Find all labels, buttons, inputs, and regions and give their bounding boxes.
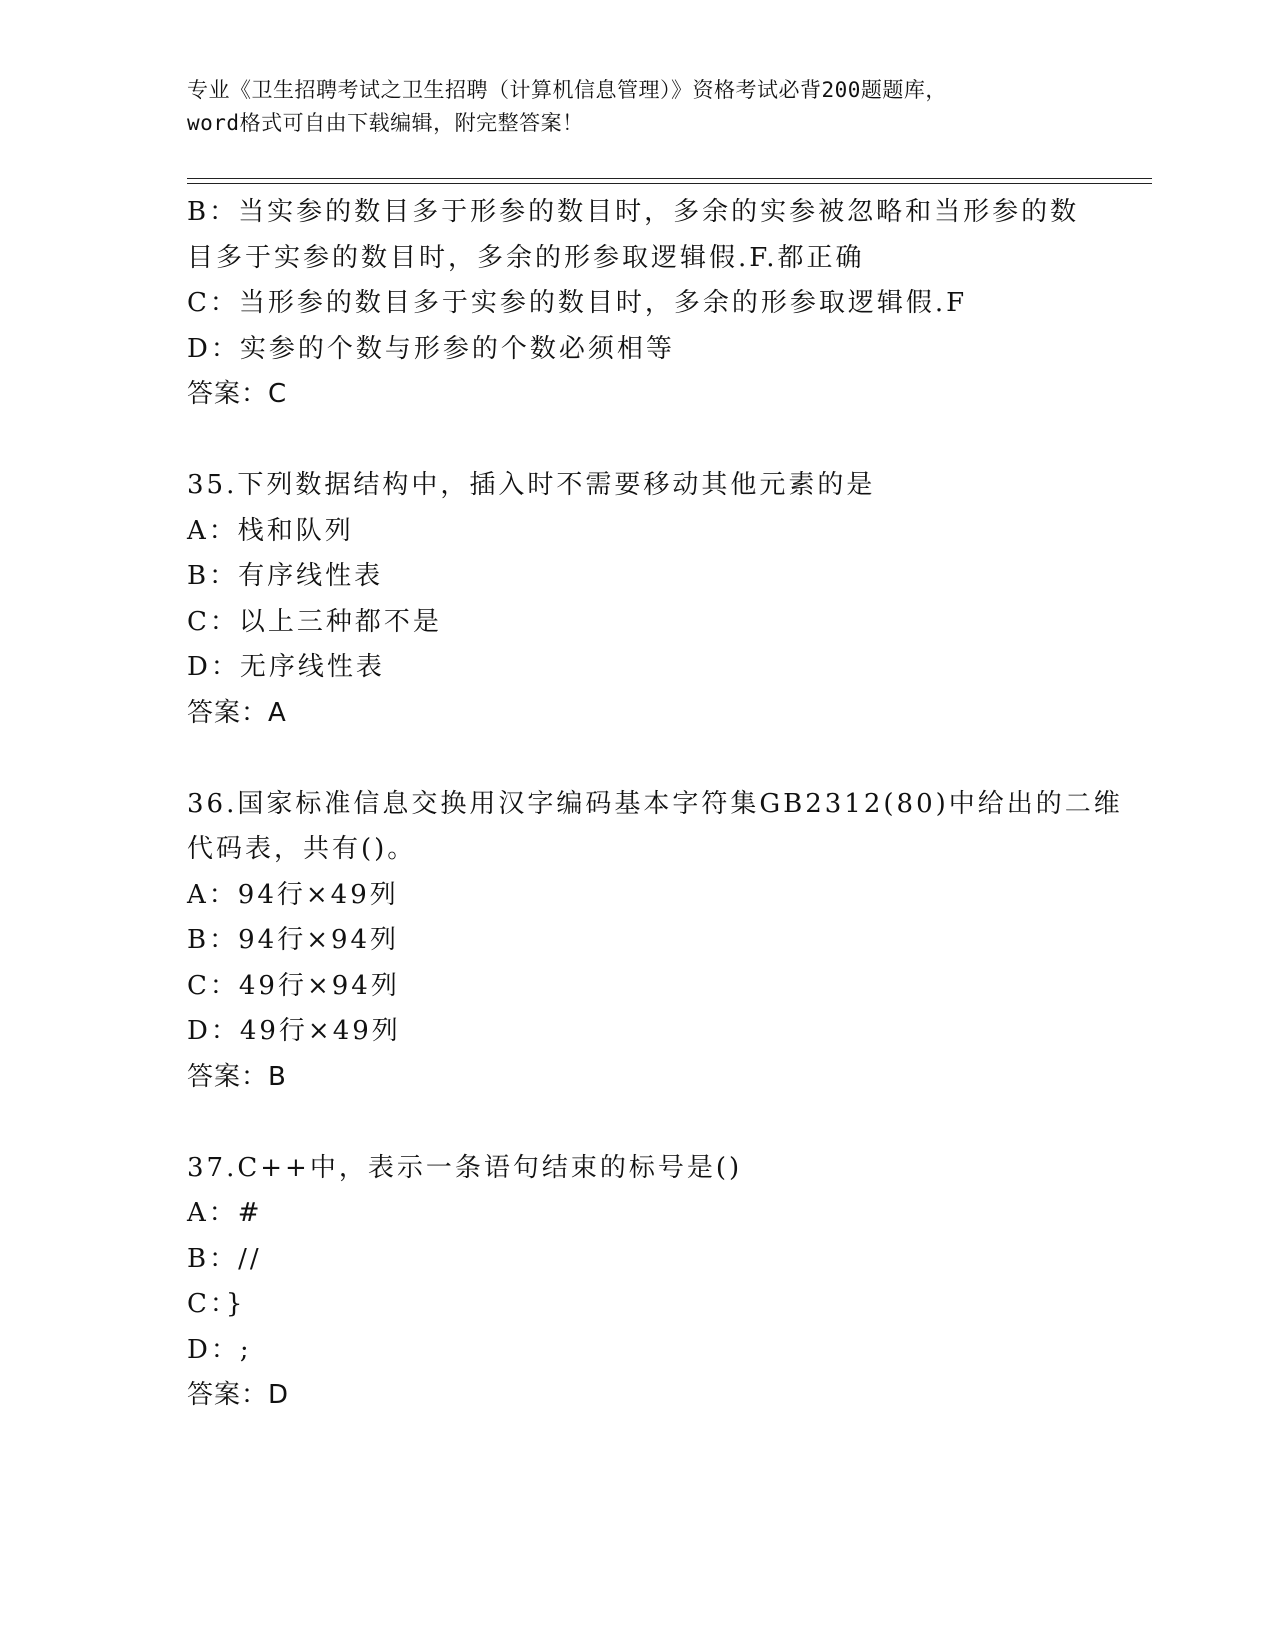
answer-label: 答案：B bbox=[187, 1061, 287, 1092]
header-divider-top bbox=[187, 178, 1152, 179]
question-36 bbox=[187, 782, 1123, 1101]
answer-label: 答案：C bbox=[187, 379, 288, 409]
option-b: B：94行×94列 bbox=[187, 925, 400, 955]
option-d: D：49行×49列 bbox=[187, 1016, 401, 1046]
question-37 bbox=[187, 1146, 1087, 1419]
question-stem-line-1: 36.国家标准信息交换用汉字编码基本字符集GB2312(80)中给出的二维 bbox=[187, 788, 1123, 819]
option-b: B：有序线性表 bbox=[187, 561, 384, 591]
question-stem: 35.下列数据结构中，插入时不需要移动其他元素的是 bbox=[187, 470, 876, 500]
option-d: D：实参的个数与形参的个数必须相等 bbox=[187, 333, 675, 364]
header-title-line-2: word格式可自由下载编辑，附完整答案！ bbox=[187, 111, 584, 135]
option-a: A：栈和队列 bbox=[187, 515, 354, 546]
option-c: C：} bbox=[187, 1289, 246, 1319]
option-d: D：; bbox=[187, 1334, 252, 1365]
question-spacer bbox=[187, 418, 1087, 464]
question-list bbox=[187, 190, 1123, 1419]
option-b: B：// bbox=[187, 1243, 262, 1274]
option-b-line-2: 目多于实参的数目时，多余的形参取逻辑假.F.都正确 bbox=[187, 242, 865, 273]
document-header bbox=[187, 74, 1087, 140]
option-d: D：无序线性表 bbox=[187, 652, 385, 682]
option-c: C：49行×94列 bbox=[187, 970, 400, 1001]
question-34-continued bbox=[187, 190, 1087, 418]
option-a: A：# bbox=[187, 1198, 263, 1228]
header-divider-bottom bbox=[187, 183, 1152, 184]
answer-label: 答案：D bbox=[187, 1380, 290, 1410]
question-spacer bbox=[187, 736, 1087, 782]
question-spacer bbox=[187, 1100, 1087, 1146]
question-stem: 37.C++中，表示一条语句结束的标号是() bbox=[187, 1152, 743, 1183]
option-c: C：当形参的数目多于实参的数目时，多余的形参取逻辑假.F bbox=[187, 288, 968, 318]
option-b-line-1: B：当实参的数目多于形参的数目时，多余的实参被忽略和当形参的数 bbox=[187, 197, 1080, 227]
question-35 bbox=[187, 463, 1087, 736]
header-title-line-1: 专业《卫生招聘考试之卫生招聘（计算机信息管理）》资格考试必背200题题库， bbox=[187, 78, 947, 102]
answer-label: 答案：A bbox=[187, 697, 287, 728]
option-c: C：以上三种都不是 bbox=[187, 606, 442, 637]
question-stem-line-2: 代码表，共有()。 bbox=[187, 834, 417, 864]
option-a: A：94行×49列 bbox=[187, 879, 399, 910]
